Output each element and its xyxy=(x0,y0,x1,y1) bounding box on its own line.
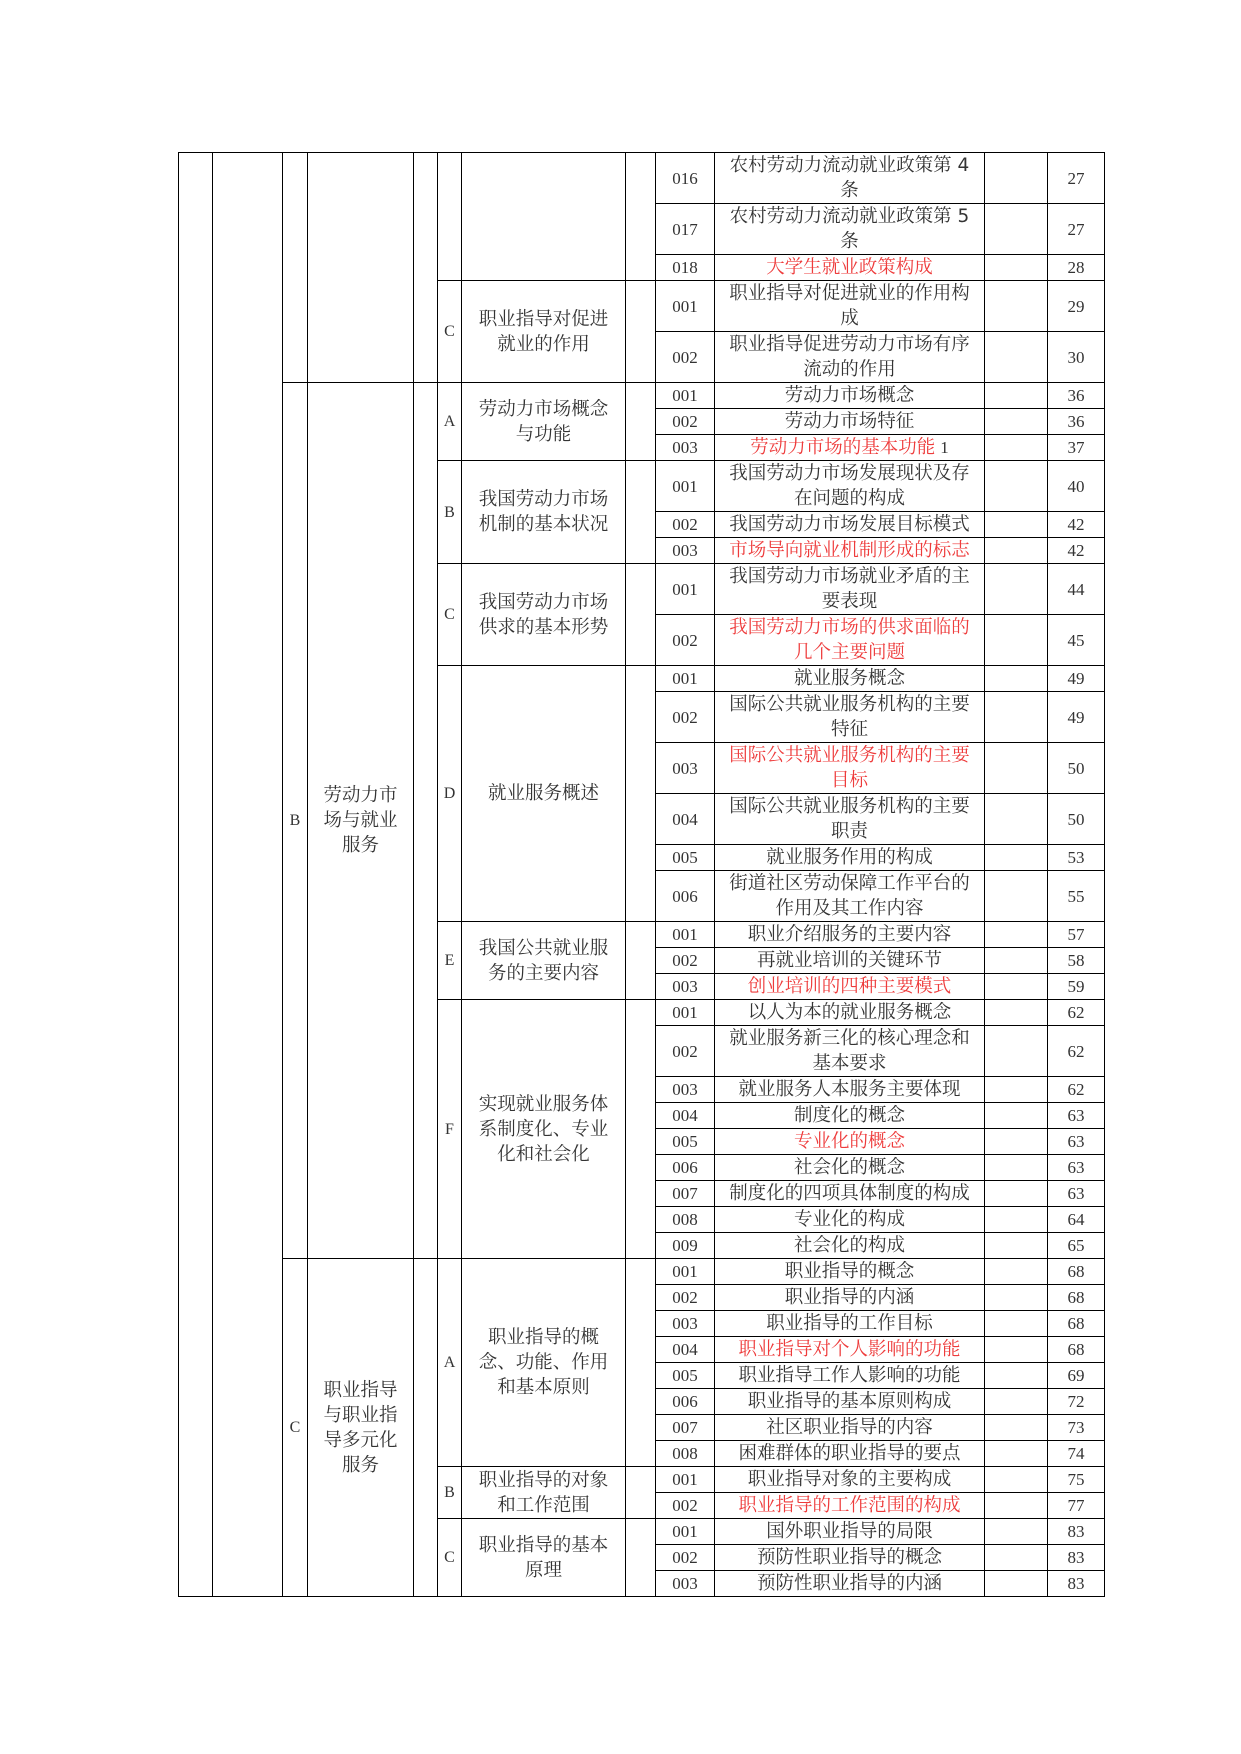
item-title-cell xyxy=(715,615,985,666)
blank-level-1-cell xyxy=(179,153,213,1597)
item-title: 劳动力市场概念 xyxy=(784,385,915,406)
unit-letter: C xyxy=(438,281,462,383)
item-title-cell xyxy=(715,1337,985,1363)
item-code: 003 xyxy=(656,743,715,794)
blank-item-cell xyxy=(985,409,1048,435)
module-letter: C xyxy=(283,1259,308,1597)
blank-module-cell xyxy=(414,153,438,383)
item-page: 74 xyxy=(1048,1441,1105,1467)
item-title-cell xyxy=(715,1285,985,1311)
item-title: 我国劳动力市场就业矛盾的主要表现 xyxy=(729,566,970,612)
item-page: 64 xyxy=(1048,1207,1105,1233)
blank-item-cell xyxy=(985,743,1048,794)
item-code: 001 xyxy=(656,1000,715,1026)
item-page: 68 xyxy=(1048,1259,1105,1285)
item-title-cell xyxy=(715,692,985,743)
blank-item-cell xyxy=(985,1233,1048,1259)
blank-level-2-cell xyxy=(213,153,283,1597)
item-title: 预防性职业指导的概念 xyxy=(756,1547,942,1568)
blank-unit-cell xyxy=(626,922,656,1000)
item-title-cell xyxy=(715,845,985,871)
item-title: 就业服务新三化的核心理念和基本要求 xyxy=(729,1028,970,1074)
blank-item-cell xyxy=(985,1571,1048,1597)
item-title: 社区职业指导的内容 xyxy=(766,1417,933,1438)
item-page: 49 xyxy=(1048,692,1105,743)
blank-item-cell xyxy=(985,1000,1048,1026)
blank-item-cell xyxy=(985,383,1048,409)
blank-item-cell xyxy=(985,1389,1048,1415)
item-page: 75 xyxy=(1048,1467,1105,1493)
item-page: 40 xyxy=(1048,461,1105,512)
item-title-cell xyxy=(715,153,985,204)
blank-item-cell xyxy=(985,255,1048,281)
item-code: 003 xyxy=(656,538,715,564)
item-code: 007 xyxy=(656,1415,715,1441)
item-title-cell xyxy=(715,974,985,1000)
item-page: 65 xyxy=(1048,1233,1105,1259)
blank-item-cell xyxy=(985,845,1048,871)
blank-item-cell xyxy=(985,794,1048,845)
item-title: 职业指导的工作目标 xyxy=(766,1313,933,1334)
item-code: 002 xyxy=(656,692,715,743)
item-code: 001 xyxy=(656,1467,715,1493)
blank-item-cell xyxy=(985,538,1048,564)
catalog-body xyxy=(179,153,1105,1597)
unit-letter: C xyxy=(438,564,462,666)
item-title: 职业指导的内涵 xyxy=(784,1287,915,1308)
item-page: 49 xyxy=(1048,666,1105,692)
item-code: 006 xyxy=(656,1389,715,1415)
item-title: 创业培训的四种主要模式 xyxy=(747,976,952,997)
module-name xyxy=(308,153,414,383)
item-title: 社会化的概念 xyxy=(793,1157,905,1178)
unit-letter: B xyxy=(438,461,462,564)
unit-letter: F xyxy=(438,1000,462,1259)
item-page: 36 xyxy=(1048,409,1105,435)
item-title: 就业服务作用的构成 xyxy=(766,847,933,868)
blank-item-cell xyxy=(985,1181,1048,1207)
item-page: 69 xyxy=(1048,1363,1105,1389)
blank-item-cell xyxy=(985,948,1048,974)
blank-item-cell xyxy=(985,1129,1048,1155)
item-title: 困难群体的职业指导的要点 xyxy=(738,1443,961,1464)
item-page: 63 xyxy=(1048,1103,1105,1129)
item-code: 005 xyxy=(656,1129,715,1155)
item-code: 016 xyxy=(656,153,715,204)
item-title-cell xyxy=(715,948,985,974)
item-code: 001 xyxy=(656,564,715,615)
blank-item-cell xyxy=(985,281,1048,332)
blank-item-cell xyxy=(985,204,1048,255)
item-title: 国际公共就业服务机构的主要特征 xyxy=(729,694,970,740)
item-page: 44 xyxy=(1048,564,1105,615)
item-code: 009 xyxy=(656,1233,715,1259)
item-page: 28 xyxy=(1048,255,1105,281)
item-title-cell xyxy=(715,1363,985,1389)
item-title-cell xyxy=(715,1571,985,1597)
item-title-cell xyxy=(715,1129,985,1155)
blank-item-cell xyxy=(985,564,1048,615)
item-title: 大学生就业政策构成 xyxy=(766,257,933,278)
item-page: 72 xyxy=(1048,1389,1105,1415)
catalog-row xyxy=(179,153,1105,204)
item-title-cell xyxy=(715,1467,985,1493)
unit-name: 我国劳动力市场机制的基本状况 xyxy=(462,461,626,564)
item-title: 职业指导对象的主要构成 xyxy=(747,1469,952,1490)
blank-item-cell xyxy=(985,1441,1048,1467)
item-code: 004 xyxy=(656,1337,715,1363)
item-page: 68 xyxy=(1048,1337,1105,1363)
blank-item-cell xyxy=(985,1155,1048,1181)
item-title-cell xyxy=(715,255,985,281)
item-title: 国际公共就业服务机构的主要职责 xyxy=(729,796,970,842)
blank-item-cell xyxy=(985,871,1048,922)
item-title: 我国劳动力市场发展目标模式 xyxy=(729,514,970,535)
blank-item-cell xyxy=(985,1337,1048,1363)
item-code: 002 xyxy=(656,512,715,538)
blank-unit-cell xyxy=(626,1000,656,1259)
item-code: 001 xyxy=(656,1259,715,1285)
item-page: 55 xyxy=(1048,871,1105,922)
item-code: 003 xyxy=(656,974,715,1000)
item-title-cell xyxy=(715,1233,985,1259)
module-name: 职业指导与职业指导多元化服务 xyxy=(308,1259,414,1597)
unit-name: 职业指导的对象和工作范围 xyxy=(462,1467,626,1519)
item-title: 职业指导促进劳动力市场有序流动的作用 xyxy=(729,334,970,380)
blank-item-cell xyxy=(985,153,1048,204)
item-page: 50 xyxy=(1048,743,1105,794)
item-page: 42 xyxy=(1048,538,1105,564)
item-title: 农村劳动力流动就业政策第 5 条 xyxy=(729,206,970,252)
item-title: 预防性职业指导的内涵 xyxy=(756,1573,942,1594)
unit-letter: D xyxy=(438,666,462,922)
item-page: 36 xyxy=(1048,383,1105,409)
item-page: 83 xyxy=(1048,1519,1105,1545)
blank-item-cell xyxy=(985,461,1048,512)
item-page: 27 xyxy=(1048,153,1105,204)
item-title-cell xyxy=(715,1311,985,1337)
item-title-cell xyxy=(715,564,985,615)
item-title-cell xyxy=(715,435,985,461)
blank-item-cell xyxy=(985,1545,1048,1571)
blank-item-cell xyxy=(985,435,1048,461)
item-page: 73 xyxy=(1048,1415,1105,1441)
item-code: 002 xyxy=(656,409,715,435)
item-code: 004 xyxy=(656,794,715,845)
item-title: 职业介绍服务的主要内容 xyxy=(747,924,952,945)
item-page: 37 xyxy=(1048,435,1105,461)
item-code: 001 xyxy=(656,281,715,332)
blank-item-cell xyxy=(985,666,1048,692)
item-code: 003 xyxy=(656,435,715,461)
item-page: 42 xyxy=(1048,512,1105,538)
blank-module-cell xyxy=(414,383,438,1259)
item-page: 62 xyxy=(1048,1077,1105,1103)
item-title-cell xyxy=(715,794,985,845)
item-code: 002 xyxy=(656,1026,715,1077)
item-page: 57 xyxy=(1048,922,1105,948)
item-code: 001 xyxy=(656,666,715,692)
blank-item-cell xyxy=(985,922,1048,948)
item-page: 58 xyxy=(1048,948,1105,974)
unit-letter xyxy=(438,153,462,281)
item-code: 005 xyxy=(656,1363,715,1389)
item-code: 001 xyxy=(656,922,715,948)
item-title-cell xyxy=(715,204,985,255)
item-code: 004 xyxy=(656,1103,715,1129)
item-code: 002 xyxy=(656,615,715,666)
module-name: 劳动力市场与就业服务 xyxy=(308,383,414,1259)
blank-unit-cell xyxy=(626,461,656,564)
item-code: 005 xyxy=(656,845,715,871)
blank-item-cell xyxy=(985,1026,1048,1077)
item-title-cell xyxy=(715,1389,985,1415)
unit-letter: E xyxy=(438,922,462,1000)
blank-item-cell xyxy=(985,1077,1048,1103)
item-title: 我国劳动力市场的供求面临的几个主要问题 xyxy=(729,617,970,663)
item-title-cell xyxy=(715,512,985,538)
blank-item-cell xyxy=(985,512,1048,538)
item-title: 我国劳动力市场发展现状及存在问题的构成 xyxy=(729,463,970,509)
item-code: 017 xyxy=(656,204,715,255)
item-code: 002 xyxy=(656,948,715,974)
unit-name: 职业指导对促进就业的作用 xyxy=(462,281,626,383)
item-title: 劳动力市场特征 xyxy=(784,411,915,432)
item-code: 002 xyxy=(656,332,715,383)
module-letter: B xyxy=(283,383,308,1259)
item-title-cell xyxy=(715,383,985,409)
item-page: 59 xyxy=(1048,974,1105,1000)
item-title: 职业指导对促进就业的作用构成 xyxy=(729,283,970,329)
item-title-cell xyxy=(715,538,985,564)
item-code: 008 xyxy=(656,1441,715,1467)
item-page: 83 xyxy=(1048,1571,1105,1597)
item-page: 68 xyxy=(1048,1311,1105,1337)
item-code: 003 xyxy=(656,1311,715,1337)
item-code: 001 xyxy=(656,383,715,409)
item-title-cell xyxy=(715,1415,985,1441)
item-title-cell xyxy=(715,743,985,794)
unit-name xyxy=(462,153,626,281)
blank-item-cell xyxy=(985,1207,1048,1233)
catalog-row xyxy=(179,1259,1105,1285)
blank-item-cell xyxy=(985,1519,1048,1545)
blank-item-cell xyxy=(985,1259,1048,1285)
item-code: 003 xyxy=(656,1077,715,1103)
item-code: 002 xyxy=(656,1493,715,1519)
unit-name: 我国公共就业服务的主要内容 xyxy=(462,922,626,1000)
item-code: 007 xyxy=(656,1181,715,1207)
blank-unit-cell xyxy=(626,281,656,383)
item-title: 社会化的构成 xyxy=(793,1235,905,1256)
item-page: 62 xyxy=(1048,1000,1105,1026)
item-title-cell xyxy=(715,1026,985,1077)
blank-item-cell xyxy=(985,1415,1048,1441)
item-page: 50 xyxy=(1048,794,1105,845)
item-title: 农村劳动力流动就业政策第 4 条 xyxy=(729,155,970,201)
blank-unit-cell xyxy=(626,666,656,922)
module-letter xyxy=(283,153,308,383)
item-title: 职业指导工作人影响的功能 xyxy=(738,1365,961,1386)
item-title: 职业指导的概念 xyxy=(784,1261,915,1282)
blank-item-cell xyxy=(985,1493,1048,1519)
item-title: 职业指导的工作范围的构成 xyxy=(738,1495,961,1516)
item-title-cell xyxy=(715,922,985,948)
item-title: 制度化的概念 xyxy=(793,1105,905,1126)
blank-module-cell xyxy=(414,1259,438,1597)
blank-item-cell xyxy=(985,692,1048,743)
item-title-cell xyxy=(715,1441,985,1467)
item-title-suffix: 1 xyxy=(940,438,949,457)
blank-item-cell xyxy=(985,615,1048,666)
item-title: 职业指导的基本原则构成 xyxy=(747,1391,952,1412)
item-title-cell xyxy=(715,1259,985,1285)
item-title: 再就业培训的关键环节 xyxy=(756,950,942,971)
item-title: 街道社区劳动保障工作平台的作用及其工作内容 xyxy=(729,873,970,919)
unit-letter: C xyxy=(438,1519,462,1597)
item-title: 制度化的四项具体制度的构成 xyxy=(729,1183,970,1204)
blank-item-cell xyxy=(985,1103,1048,1129)
blank-unit-cell xyxy=(626,564,656,666)
unit-name: 职业指导的概念、功能、作用和基本原则 xyxy=(462,1259,626,1467)
item-title-cell xyxy=(715,1000,985,1026)
item-page: 63 xyxy=(1048,1181,1105,1207)
item-page: 45 xyxy=(1048,615,1105,666)
item-code: 001 xyxy=(656,1519,715,1545)
item-code: 003 xyxy=(656,1571,715,1597)
blank-item-cell xyxy=(985,1311,1048,1337)
blank-unit-cell xyxy=(626,1467,656,1519)
unit-name: 劳动力市场概念与功能 xyxy=(462,383,626,461)
item-page: 63 xyxy=(1048,1129,1105,1155)
item-code: 006 xyxy=(656,871,715,922)
item-page: 53 xyxy=(1048,845,1105,871)
item-title: 国外职业指导的局限 xyxy=(766,1521,933,1542)
item-title: 市场导向就业机制形成的标志 xyxy=(729,540,970,561)
unit-letter: A xyxy=(438,1259,462,1467)
item-title-cell xyxy=(715,666,985,692)
blank-item-cell xyxy=(985,1285,1048,1311)
item-title-cell xyxy=(715,1077,985,1103)
item-code: 001 xyxy=(656,461,715,512)
item-title: 国际公共就业服务机构的主要目标 xyxy=(729,745,970,791)
blank-item-cell xyxy=(985,1467,1048,1493)
unit-name: 就业服务概述 xyxy=(462,666,626,922)
item-title-cell xyxy=(715,1545,985,1571)
item-page: 62 xyxy=(1048,1026,1105,1077)
item-title-cell xyxy=(715,332,985,383)
item-title: 就业服务人本服务主要体现 xyxy=(738,1079,961,1100)
item-page: 63 xyxy=(1048,1155,1105,1181)
item-title-cell xyxy=(715,1155,985,1181)
item-title-cell xyxy=(715,281,985,332)
unit-name: 职业指导的基本原理 xyxy=(462,1519,626,1597)
blank-unit-cell xyxy=(626,1259,656,1467)
blank-item-cell xyxy=(985,974,1048,1000)
blank-unit-cell xyxy=(626,153,656,281)
blank-unit-cell xyxy=(626,383,656,461)
catalog-row xyxy=(179,383,1105,409)
item-page: 29 xyxy=(1048,281,1105,332)
catalog-table xyxy=(178,152,1105,1597)
item-title-cell xyxy=(715,409,985,435)
item-code: 002 xyxy=(656,1285,715,1311)
item-title-cell xyxy=(715,1207,985,1233)
item-code: 008 xyxy=(656,1207,715,1233)
item-title: 就业服务概念 xyxy=(793,668,905,689)
item-title-cell xyxy=(715,1181,985,1207)
item-title-cell xyxy=(715,1103,985,1129)
item-page: 83 xyxy=(1048,1545,1105,1571)
unit-letter: B xyxy=(438,1467,462,1519)
item-page: 30 xyxy=(1048,332,1105,383)
unit-name: 我国劳动力市场供求的基本形势 xyxy=(462,564,626,666)
item-title: 以人为本的就业服务概念 xyxy=(747,1002,952,1023)
item-title-cell xyxy=(715,461,985,512)
item-code: 002 xyxy=(656,1545,715,1571)
item-page: 77 xyxy=(1048,1493,1105,1519)
unit-name: 实现就业服务体系制度化、专业化和社会化 xyxy=(462,1000,626,1259)
item-title-cell xyxy=(715,1493,985,1519)
item-code: 018 xyxy=(656,255,715,281)
blank-item-cell xyxy=(985,332,1048,383)
item-title: 专业化的概念 xyxy=(793,1131,905,1152)
item-title: 专业化的构成 xyxy=(793,1209,905,1230)
item-page: 27 xyxy=(1048,204,1105,255)
item-title-cell xyxy=(715,871,985,922)
item-title: 职业指导对个人影响的功能 xyxy=(738,1339,961,1360)
item-title: 劳动力市场的基本功能 xyxy=(750,437,936,458)
item-title-cell xyxy=(715,1519,985,1545)
blank-unit-cell xyxy=(626,1519,656,1597)
item-code: 006 xyxy=(656,1155,715,1181)
item-page: 68 xyxy=(1048,1285,1105,1311)
unit-letter: A xyxy=(438,383,462,461)
blank-item-cell xyxy=(985,1363,1048,1389)
